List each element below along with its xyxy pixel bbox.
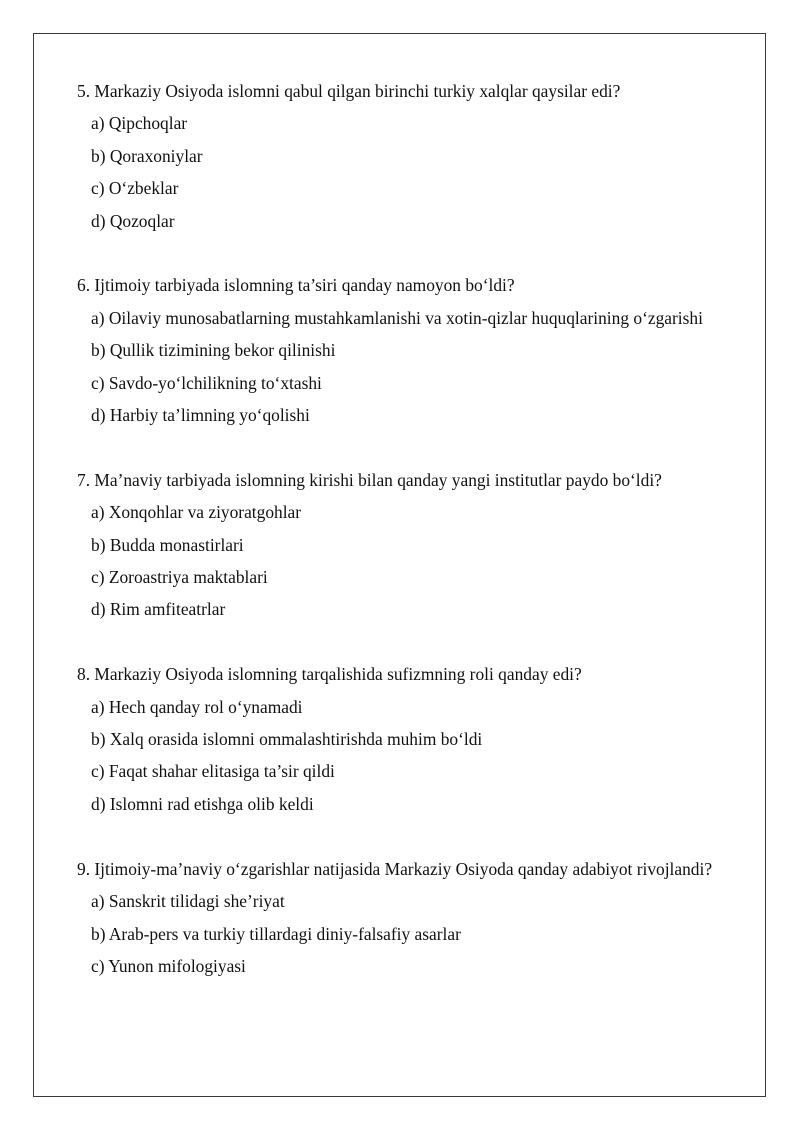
answer-option-a: a) Xonqohlar va ziyoratgohlar <box>91 502 302 523</box>
answer-option-b: b) Qullik tizimining bekor qilinishi <box>91 340 336 361</box>
answer-option-c: c) Faqat shahar elitasiga ta’sir qildi <box>91 761 335 782</box>
answer-option-a: a) Oilaviy munosabatlarning mustahkamlanishi va xotin-qizlar huquqlarining o‘zgarishi <box>91 307 703 328</box>
answer-option-c: c) Zoroastriya maktablari <box>91 567 268 588</box>
question-text: 7. Ma’naviy tarbiyada islomning kirishi bilan qanday yangi institutlar paydo bo‘ldi? <box>77 469 662 490</box>
answer-option-b: b) Qoraxoniylar <box>91 145 203 166</box>
answer-option-b: b) Arab-pers va turkiy tillardagi diniy-falsafiy asarlar <box>91 923 461 944</box>
answer-option-d: d) Rim amfiteatrlar <box>91 599 226 620</box>
question-text: 6. Ijtimoiy tarbiyada islomning ta’siri qanday namoyon bo‘ldi? <box>77 275 515 296</box>
answer-option-c: c) Yunon mifologiyasi <box>91 955 246 976</box>
answer-option-a: a) Sanskrit tilidagi she’riyat <box>91 891 285 912</box>
question-text: 8. Markaziy Osiyoda islomning tarqalishida sufizmning roli qanday edi? <box>77 664 582 685</box>
answer-option-a: a) Qipchoqlar <box>91 113 188 134</box>
answer-option-d: d) Qozoqlar <box>91 210 175 231</box>
answer-option-d: d) Harbiy ta’limning yo‘qolishi <box>91 405 310 426</box>
question-8 <box>77 658 727 820</box>
answer-option-d: d) Islomni rad etishga olib keldi <box>91 793 314 814</box>
document-body <box>77 75 727 982</box>
question-5 <box>77 75 727 237</box>
answer-option-a: a) Hech qanday rol o‘ynamadi <box>91 696 303 717</box>
answer-option-b: b) Xalq orasida islomni ommalashtirishda muhim bo‘ldi <box>91 729 483 750</box>
answer-option-c: c) O‘zbeklar <box>91 178 179 199</box>
question-text: 5. Markaziy Osiyoda islomni qabul qilgan birinchi turkiy xalqlar qaysilar edi? <box>77 81 621 101</box>
question-text: 9. Ijtimoiy-ma’naviy o‘zgarishlar natijasida Markaziy Osiyoda qanday adabiyot rivojlandi? <box>77 858 713 879</box>
question-6 <box>77 269 727 431</box>
answer-option-b: b) Budda monastirlari <box>91 534 244 555</box>
question-7 <box>77 464 727 626</box>
question-9 <box>77 853 727 983</box>
answer-option-c: c) Savdo-yo‘lchilikning to‘xtashi <box>91 372 322 393</box>
